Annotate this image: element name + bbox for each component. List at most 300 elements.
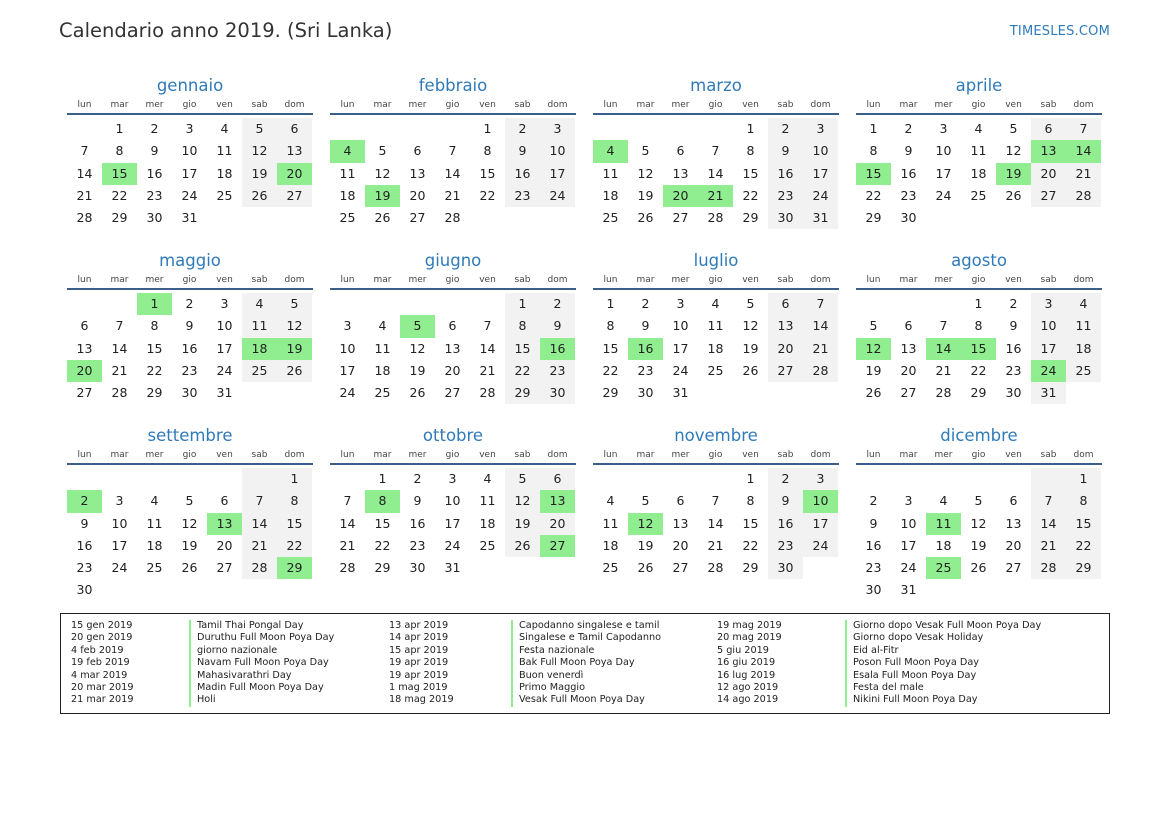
day-cell: 14 [707,515,724,531]
day-cell: 28 [339,560,356,576]
day-cell: 4 [606,493,615,509]
legend-dates-column [717,620,782,707]
day-cell: 17 [540,163,575,185]
day-cell: 3 [904,493,913,509]
weekday-label: mer [934,275,953,285]
day-cell: 8 [483,143,492,159]
day-cell: 2 [768,468,803,490]
weekday-label: mar [636,450,655,460]
empty-cell [102,293,137,315]
day-cell: 25 [216,187,233,203]
empty-cell [996,579,1031,601]
months-grid [67,73,1103,598]
holiday-day-cell: 14 [1066,140,1101,162]
weekday-label: gio [445,275,460,285]
day-cell: 21 [111,362,128,378]
weekday-label: mer [934,100,953,110]
empty-cell [242,207,277,229]
weekday-label: mar [373,100,392,110]
weekday-label: dom [547,100,568,110]
weekday-label: dom [284,275,305,285]
day-cell: 30 [181,385,198,401]
day-cell: 25 [707,362,724,378]
weekday-label: lun [603,100,618,110]
empty-cell [470,293,505,315]
empty-cell [505,207,540,229]
weekday-label: ven [1005,450,1022,460]
day-cell: 20 [409,187,426,203]
weekday-header [67,99,313,115]
page-title: Calendario anno 2019. (Sri Lanka) [59,19,393,42]
month-name: giugno [424,251,482,270]
legend-holiday-name: Navam Full Moon Poya Day [189,657,334,669]
weekday-label: lun [340,275,355,285]
weekday-label: mar [110,275,129,285]
day-cell: 20 [1005,537,1022,553]
day-cell: 27 [277,185,312,207]
day-cell: 14 [707,165,724,181]
day-cell: 11 [970,143,987,159]
day-cell: 11 [602,165,619,181]
day-grid [330,468,576,579]
day-cell: 13 [76,340,93,356]
month-name: maggio [159,251,221,270]
day-cell: 16 [146,165,163,181]
holiday-legend [60,613,1110,714]
legend-date: 16 lug 2019 [717,669,776,681]
day-cell: 8 [606,318,615,334]
day-cell: 2 [150,121,159,136]
day-cell: 21 [242,535,277,557]
empty-cell [628,468,663,490]
day-cell: 21 [1031,535,1066,557]
empty-cell [207,579,242,601]
weekday-label: mer [671,100,690,110]
day-cell: 16 [76,537,93,553]
day-cell: 1 [378,471,387,486]
day-cell: 18 [479,515,496,531]
empty-cell [242,579,277,601]
holiday-day-cell: 19 [277,338,312,360]
day-cell: 16 [865,537,882,553]
day-cell: 29 [146,385,163,401]
day-cell: 2 [768,118,803,140]
empty-cell [330,293,365,315]
holiday-day-cell: 24 [1031,360,1066,382]
holiday-day-cell: 10 [803,490,838,512]
legend-holiday-name: Buon venerdì [511,670,661,682]
day-cell: 18 [602,187,619,203]
day-cell: 21 [1066,163,1101,185]
empty-cell [470,207,505,229]
day-cell: 18 [707,340,724,356]
empty-cell [663,468,698,490]
day-cell: 8 [746,143,755,159]
day-cell: 9 [185,318,194,334]
legend-holiday-name: Singalese e Tamil Capodanno [511,632,661,644]
month-dicembre [856,423,1102,598]
month-name: gennaio [156,76,224,95]
day-cell: 10 [803,140,838,162]
day-cell: 6 [80,318,89,334]
month-ottobre [330,423,576,598]
day-cell: 23 [637,362,654,378]
day-cell: 12 [181,515,198,531]
day-cell: 18 [339,187,356,203]
empty-cell [137,468,172,490]
day-cell: 20 [540,513,575,535]
day-cell: 3 [115,493,124,509]
day-cell: 7 [448,143,457,159]
day-cell: 18 [374,362,391,378]
day-cell: 24 [216,362,233,378]
day-cell: 1 [115,121,124,136]
day-cell: 30 [768,557,803,579]
empty-cell [277,382,312,404]
weekday-header [593,274,839,290]
day-cell: 5 [974,493,983,509]
day-cell: 22 [602,362,619,378]
day-cell: 24 [181,187,198,203]
weekday-label: gio [445,100,460,110]
day-cell: 22 [146,362,163,378]
day-cell: 26 [742,362,759,378]
empty-cell [996,468,1031,490]
day-cell: 14 [242,513,277,535]
day-cell: 2 [185,296,194,311]
empty-cell [67,293,102,315]
day-cell: 4 [483,471,492,486]
weekday-label: ven [742,275,759,285]
holiday-day-cell: 21 [698,185,733,207]
holiday-day-cell: 15 [102,163,137,185]
empty-cell [803,557,838,579]
day-cell: 24 [803,535,838,557]
month-name: dicembre [940,426,1018,445]
day-cell: 9 [1009,318,1018,334]
day-cell: 29 [1066,557,1101,579]
day-cell: 30 [409,560,426,576]
empty-cell [242,382,277,404]
day-cell: 7 [242,490,277,512]
weekday-header [67,449,313,465]
day-cell: 21 [76,187,93,203]
legend-holiday-name: Capodanno singalese e tamil [511,620,661,632]
weekday-label: mar [110,450,129,460]
day-cell: 10 [181,143,198,159]
day-cell: 4 [939,493,948,509]
day-grid [330,293,576,404]
day-cell: 27 [216,560,233,576]
legend-date: 16 giu 2019 [717,657,776,669]
day-cell: 12 [970,515,987,531]
day-cell: 8 [505,315,540,337]
weekday-label: dom [810,275,831,285]
day-cell: 14 [111,340,128,356]
day-cell: 22 [1066,535,1101,557]
day-grid [330,118,576,229]
legend-date: 13 apr 2019 [389,620,449,631]
weekday-label: mar [373,450,392,460]
weekday-label: dom [1073,275,1094,285]
day-cell: 9 [869,515,878,531]
day-cell: 30 [900,210,917,226]
day-cell: 19 [181,537,198,553]
weekday-label: ven [1005,100,1022,110]
day-cell: 10 [1031,315,1066,337]
day-cell: 2 [1009,296,1018,311]
day-cell: 28 [444,210,461,226]
day-cell: 22 [742,187,759,203]
day-cell: 23 [768,185,803,207]
empty-cell [593,468,628,490]
day-cell: 22 [277,535,312,557]
weekday-label: dom [547,275,568,285]
weekday-label: sab [1040,275,1057,285]
holiday-day-cell: 20 [277,163,312,185]
day-cell: 7 [803,293,838,315]
day-cell: 24 [900,560,917,576]
weekday-label: dom [810,450,831,460]
legend-date: 5 giu 2019 [717,644,769,656]
day-cell: 15 [479,165,496,181]
holiday-day-cell: 20 [663,185,698,207]
day-cell: 27 [1005,560,1022,576]
empty-cell [698,468,733,490]
day-cell: 6 [413,143,422,159]
weekday-label: gio [182,450,197,460]
day-cell: 23 [181,362,198,378]
empty-cell [207,207,242,229]
day-cell: 9 [150,143,159,159]
weekday-label: lun [77,450,92,460]
weekday-label: sab [1040,450,1057,460]
day-cell: 16 [505,163,540,185]
empty-cell [698,118,733,140]
day-cell: 17 [672,340,689,356]
holiday-day-cell: 5 [400,315,435,337]
day-cell: 13 [768,315,803,337]
day-cell: 3 [803,468,838,490]
day-cell: 28 [1031,557,1066,579]
day-cell: 16 [181,340,198,356]
empty-cell [67,118,102,140]
day-cell: 13 [672,515,689,531]
empty-cell [803,382,838,404]
day-cell: 5 [185,493,194,509]
weekday-label: mer [671,275,690,285]
legend-date: 18 mag 2019 [389,694,454,706]
legend-date: 4 feb 2019 [71,644,124,656]
weekday-label: sab [251,100,268,110]
weekday-label: ven [742,100,759,110]
day-cell: 13 [672,165,689,181]
weekday-label: lun [340,450,355,460]
legend-date: 20 mag 2019 [717,632,782,644]
day-cell: 31 [181,210,198,226]
holiday-day-cell: 4 [593,140,628,162]
day-cell: 13 [900,340,917,356]
day-cell: 2 [505,118,540,140]
day-cell: 19 [505,513,540,535]
weekday-label: dom [284,450,305,460]
day-cell: 13 [409,165,426,181]
month-aprile [856,73,1102,248]
empty-cell [926,207,961,229]
day-cell: 18 [1066,338,1101,360]
day-cell: 31 [216,385,233,401]
day-cell: 3 [185,121,194,136]
empty-cell [891,293,926,315]
weekday-header [856,449,1102,465]
empty-cell [277,579,312,601]
weekday-label: mer [145,100,164,110]
day-cell: 27 [672,210,689,226]
day-cell: 28 [935,385,952,401]
day-cell: 30 [1005,385,1022,401]
legend-names-column [511,620,661,707]
day-cell: 18 [216,165,233,181]
month-name: settembre [147,426,233,445]
day-cell: 10 [216,318,233,334]
legend-holiday-name: Mahasivarathri Day [189,670,334,682]
day-cell: 18 [935,537,952,553]
holiday-day-cell: 11 [926,513,961,535]
day-cell: 1 [606,296,615,311]
day-cell: 4 [711,296,720,311]
empty-cell [926,468,961,490]
day-cell: 1 [974,296,983,311]
day-cell: 23 [865,560,882,576]
day-cell: 30 [146,210,163,226]
empty-cell [593,118,628,140]
day-cell: 4 [378,318,387,334]
day-cell: 7 [1031,490,1066,512]
day-cell: 3 [220,296,229,311]
month-marzo [593,73,839,248]
day-cell: 21 [479,362,496,378]
day-cell: 6 [220,493,229,509]
legend-date: 12 ago 2019 [717,681,779,693]
holiday-day-cell: 15 [961,338,996,360]
day-cell: 11 [707,318,724,334]
empty-cell [733,382,768,404]
empty-cell [470,557,505,579]
day-cell: 28 [707,560,724,576]
day-cell: 11 [242,315,277,337]
day-cell: 6 [1009,493,1018,509]
legend-holiday-name: Primo Maggio [511,682,661,694]
weekday-header [330,274,576,290]
empty-cell [926,293,961,315]
holiday-day-cell: 13 [540,490,575,512]
legend-holiday-name: Duruthu Full Moon Poya Day [189,632,334,644]
day-cell: 17 [111,537,128,553]
day-cell: 27 [768,360,803,382]
day-cell: 3 [939,121,948,136]
day-cell: 10 [540,140,575,162]
weekday-label: mar [899,275,918,285]
weekday-label: sab [251,275,268,285]
day-grid [593,293,839,404]
day-cell: 3 [1031,293,1066,315]
day-grid [67,468,313,602]
empty-cell [330,468,365,490]
month-name: ottobre [422,426,484,445]
day-cell: 27 [444,385,461,401]
day-cell: 1 [746,121,755,136]
weekday-label: mer [671,450,690,460]
legend-dates-column [71,620,134,707]
month-name: luglio [693,251,739,270]
weekday-label: ven [479,450,496,460]
day-cell: 6 [676,143,685,159]
day-cell: 28 [1066,185,1101,207]
day-cell: 13 [277,140,312,162]
weekday-label: gio [182,100,197,110]
day-cell: 29 [742,210,759,226]
legend-holiday-name: Esala Full Moon Poya Day [845,670,1041,682]
day-cell: 23 [505,185,540,207]
weekday-label: gio [445,450,460,460]
legend-date: 19 apr 2019 [389,657,449,669]
weekday-label: gio [971,100,986,110]
empty-cell [277,207,312,229]
day-cell: 26 [277,360,312,382]
day-cell: 26 [181,560,198,576]
day-cell: 24 [803,185,838,207]
day-cell: 26 [505,535,540,557]
brand-link[interactable]: TIMESLES.COM [1009,24,1110,39]
day-cell: 8 [869,143,878,159]
weekday-header [593,99,839,115]
empty-cell [768,382,803,404]
day-cell: 22 [479,187,496,203]
legend-date: 1 mag 2019 [389,681,448,693]
weekday-header [593,449,839,465]
month-maggio [67,248,313,423]
day-cell: 9 [80,515,89,531]
day-cell: 26 [374,210,391,226]
empty-cell [207,468,242,490]
legend-date: 19 feb 2019 [71,657,130,669]
day-cell: 7 [115,318,124,334]
day-cell: 26 [637,210,654,226]
empty-cell [67,468,102,490]
day-cell: 6 [904,318,913,334]
weekday-label: gio [971,275,986,285]
empty-cell [663,118,698,140]
holiday-day-cell: 27 [540,535,575,557]
day-cell: 29 [865,210,882,226]
day-cell: 17 [181,165,198,181]
month-name: marzo [690,76,742,95]
day-cell: 11 [339,165,356,181]
empty-cell [400,118,435,140]
weekday-label: dom [810,100,831,110]
day-cell: 28 [479,385,496,401]
day-cell: 3 [540,118,575,140]
legend-date: 4 mar 2019 [71,669,128,681]
day-cell: 26 [865,385,882,401]
day-cell: 13 [1005,515,1022,531]
weekday-label: ven [216,450,233,460]
day-cell: 5 [641,143,650,159]
empty-cell [1031,579,1066,601]
day-cell: 24 [540,185,575,207]
weekday-label: dom [1073,450,1094,460]
day-cell: 23 [76,560,93,576]
